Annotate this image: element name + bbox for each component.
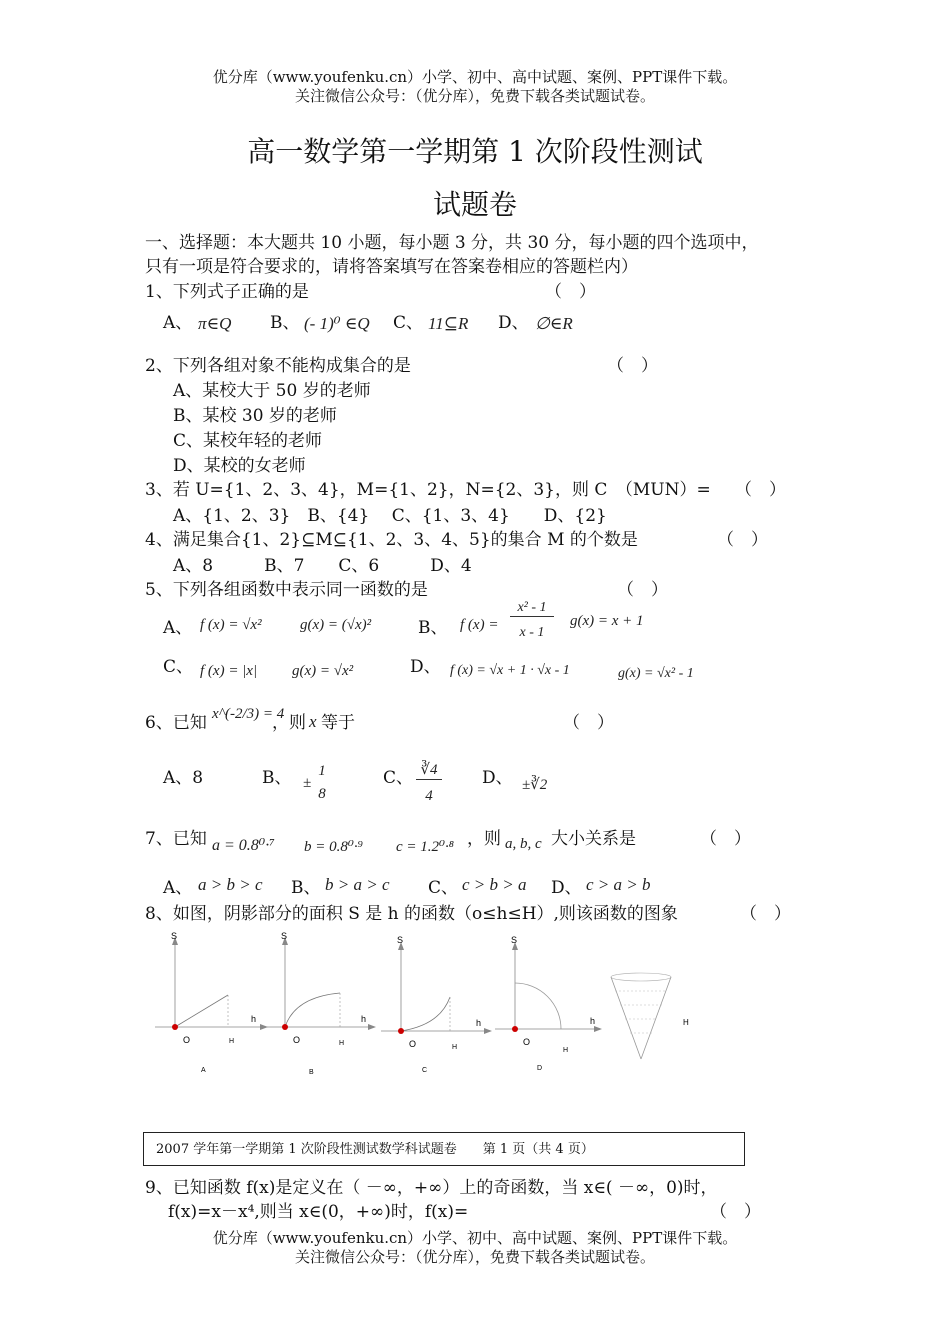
q7-option-a-label: A、 [163, 878, 193, 898]
q8-graph-a [155, 931, 268, 1074]
q6-option-c-numerator: ∛4 [416, 760, 442, 780]
q8-graph-b [265, 931, 376, 1076]
q8-graph-d [495, 935, 602, 1072]
q7-stem-prefix: 7、已知 [145, 829, 207, 849]
q9-line1: 9、已知函数 f(x)是定义在（ －∞，+∞）上的奇函数，当 x∈( －∞，0)时， [145, 1178, 718, 1198]
q8-graph-c-h-label: h [476, 1018, 482, 1028]
q5-option-d-g: g(x) = √x² - 1 [618, 666, 694, 681]
q6-option-a: A、8 [163, 768, 204, 788]
q1-option-a-label: A、 [163, 313, 193, 333]
q8-graph-d-origin: O [523, 1037, 531, 1047]
q8-graph-b-letter: B [309, 1069, 314, 1076]
q8-cone-figure [611, 973, 689, 1059]
q5-option-d-label: D、 [410, 657, 441, 677]
page-footer: 2007 学年第一学期第 1 次阶段性测试数学科试题卷 第 1 页（共 4 页） [143, 1132, 745, 1166]
q3-stem: 3、若 U={1、2、3、4}，M={1、2}，N={2、3}，则 C （MUN）= [145, 480, 711, 500]
q8-graph-d-mark: H [563, 1047, 569, 1054]
site-header-line1: 优分库（www.youfenku.cn）小学、初中、高中试题、案例、PPT课件下载。 [212, 68, 738, 86]
q7-vars: a, b, c [505, 836, 542, 852]
q6-expression: x^(-2/3) = 4 [212, 706, 285, 722]
q2-option-c: C、某校年轻的老师 [173, 431, 323, 451]
q8-graph-b-h-label: h [361, 1014, 367, 1024]
q6-option-b-denominator: 8 [318, 786, 326, 802]
q6-option-d-label: D、 [482, 768, 513, 788]
q8-graph-b-s-label: S [281, 931, 288, 941]
q7-stem-mid: ，则 [467, 829, 501, 849]
q6-stem-end: 等于 [321, 713, 355, 733]
q8-graph-d-letter: D [537, 1065, 543, 1072]
q8-graph-b-mark: H [339, 1040, 345, 1047]
q1-option-b-label: B、 [270, 313, 300, 333]
q1-answer-paren: （ ） [545, 282, 596, 302]
q1-option-c-expr: 11⊆R [428, 314, 469, 333]
q1-option-c-label: C、 [393, 313, 424, 333]
q7-c-def: c = 1.2⁰·⁸ [396, 839, 455, 855]
q6-stem-prefix: 6、已知 [145, 713, 207, 733]
q6-option-b-sign: ± [303, 775, 312, 791]
q3-answer-paren: （ ） [735, 480, 786, 500]
q3-options: A、{1、2、3} B、{4} C、{1、3、4} D、{2} [173, 506, 607, 526]
q6-answer-paren: （ ） [563, 713, 614, 733]
q6-stem-mid: ，则 [272, 713, 306, 733]
q5-option-a-f: f (x) = √x² [200, 617, 262, 633]
q6-option-b-label: B、 [262, 768, 292, 788]
q1-option-d-label: D、 [498, 313, 529, 333]
q6-option-c-label: C、 [383, 768, 414, 788]
q8-graph-c-letter: C [422, 1067, 428, 1074]
q8-graph-d-s-label: S [511, 935, 518, 945]
q8-graph-a-letter: A [201, 1067, 206, 1074]
q9-answer-paren: （ ） [710, 1202, 761, 1222]
q8-graph-a-s-label: S [171, 931, 178, 941]
q1-option-b-expr: (- 1)⁰ ∈Q [304, 314, 370, 333]
q4-stem: 4、满足集合{1、2}⊆M⊆{1、2、3、4、5}的集合 M 的个数是 [145, 530, 638, 550]
q8-graph-b-origin: O [293, 1035, 301, 1045]
q8-graph-d-h-label: h [590, 1016, 596, 1026]
q6-var: x [309, 712, 317, 731]
q8-graph-c-origin: O [409, 1039, 417, 1049]
q7-answer-paren: （ ） [700, 829, 751, 849]
q8-graph-c [381, 935, 492, 1074]
section-intro-line2: 只有一项是符合要求的，请将答案填写在答案卷相应的答题栏内） [145, 257, 638, 277]
q5-option-c-f: f (x) = |x| [200, 663, 258, 679]
q7-option-c-expr: c > b > a [462, 875, 527, 894]
exam-subtitle: 试题卷 [432, 188, 517, 221]
q5-option-c-label: C、 [163, 657, 194, 677]
q7-option-c-label: C、 [428, 878, 459, 898]
q5-option-a-label: A、 [163, 618, 193, 638]
q5-option-b-numerator: x² - 1 [510, 600, 554, 617]
site-footer-line1: 优分库（www.youfenku.cn）小学、初中、高中试题、案例、PPT课件下载。 [212, 1229, 738, 1247]
q6-option-d-expr: ±∛2 [522, 777, 548, 793]
site-header-line2: 关注微信公众号：（优分库），免费下载各类试题试卷。 [294, 87, 655, 105]
q1-option-a-expr: π∈Q [198, 314, 232, 333]
q7-option-b-expr: b > a > c [325, 875, 390, 894]
q7-b-def: b = 0.8⁰·⁹ [304, 839, 363, 855]
q5-option-b-label: B、 [418, 618, 448, 638]
q8-answer-paren: （ ） [740, 904, 791, 924]
q7-a-def: a = 0.8⁰·⁷ [212, 837, 275, 854]
q5-stem: 5、下列各组函数中表示同一函数的是 [145, 580, 428, 600]
q5-option-b-f: f (x) = [460, 617, 499, 633]
q8-graph-a-h-label: h [251, 1014, 257, 1024]
q1-stem: 1、下列式子正确的是 [145, 282, 309, 302]
q4-answer-paren: （ ） [717, 530, 768, 550]
q2-option-d: D、某校的女老师 [173, 456, 306, 476]
q6-option-b-numerator: 1 [318, 763, 326, 779]
q5-option-d-f: f (x) = √x + 1 · √x - 1 [450, 663, 570, 678]
q8-graph-c-s-label: S [397, 935, 404, 945]
q4-options: A、8 B、7 C、6 D、4 [173, 556, 472, 576]
q7-option-d-expr: c > a > b [586, 875, 651, 894]
q6-option-c-denominator: 4 [425, 788, 433, 804]
q5-option-b-g: g(x) = x + 1 [570, 613, 644, 629]
q1-option-d-expr: ∅∈R [535, 314, 573, 333]
q8-stem: 8、如图，阴影部分的面积 S 是 h 的函数（o≤h≤H）,则该函数的图象 [145, 904, 678, 924]
q8-graphs [145, 925, 705, 1085]
q8-graph-a-origin: O [183, 1035, 191, 1045]
q5-option-c-g: g(x) = √x² [292, 663, 354, 679]
site-footer-line2: 关注微信公众号：（优分库），免费下载各类试题试卷。 [294, 1248, 655, 1266]
q7-option-d-label: D、 [551, 878, 582, 898]
q7-stem-end: 大小关系是 [551, 829, 636, 849]
q5-answer-paren: （ ） [617, 580, 668, 600]
q8-graph-c-mark: H [452, 1044, 458, 1051]
q7-option-a-expr: a > b > c [198, 875, 263, 894]
q2-stem: 2、下列各组对象不能构成集合的是 [145, 356, 411, 376]
section-intro-line1: 一、选择题：本大题共 10 小题，每小题 3 分，共 30 分，每小题的四个选项中， [145, 233, 759, 253]
q2-answer-paren: （ ） [607, 356, 658, 376]
exam-title: 高一数学第一学期第 1 次阶段性测试 [247, 135, 703, 168]
q8-cone-label: H [683, 1018, 689, 1027]
q9-line2: f(x)=x－x⁴,则当 x∈(0，+∞)时，f(x)= [168, 1202, 469, 1222]
q5-option-a-g: g(x) = (√x)² [300, 617, 372, 633]
q2-option-b: B、某校 30 岁的老师 [173, 406, 337, 426]
q7-option-b-label: B、 [291, 878, 321, 898]
q8-graph-a-mark: H [229, 1038, 235, 1045]
q5-option-b-denominator: x - 1 [519, 625, 545, 640]
q2-option-a: A、某校大于 50 岁的老师 [173, 381, 371, 401]
